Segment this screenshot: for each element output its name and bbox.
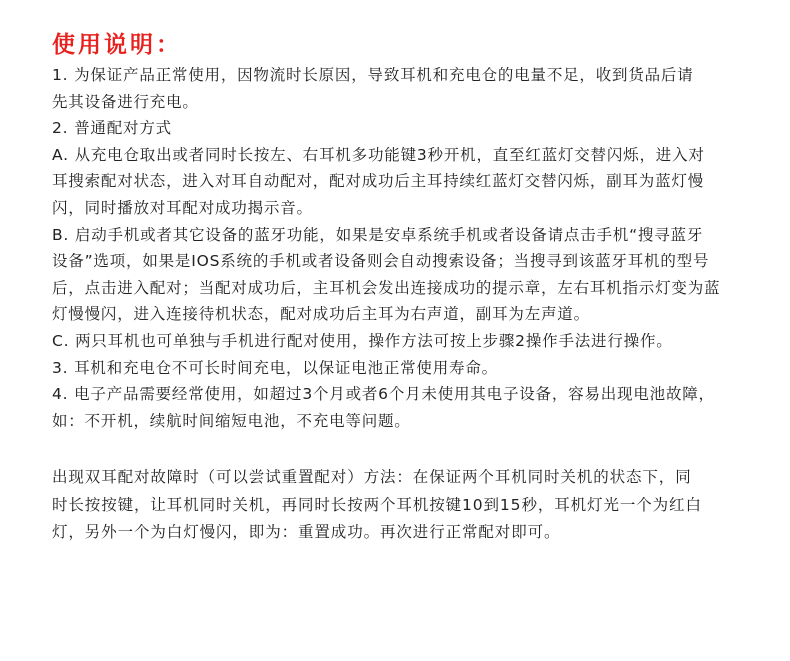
instruction-item-2 [52,115,750,142]
instruction-line: 1. 为保证产品正常使用，因物流时长原因，导致耳机和充电仓的电量不足，收到货品后请 [52,66,694,84]
troubleshooting-note [52,464,750,547]
instruction-line: 4. 电子产品需要经常使用，如超过3个月或者6个月未使用其电子设备，容易出现电池故障， [52,385,715,404]
troubleshooting-line: 出现双耳配对故障时（可以尝试重置配对）方法：在保证两个耳机同时关机的状态下，同 [52,468,692,487]
instruction-line: 2. 普通配对方式 [52,119,172,138]
instruction-line: 3. 耳机和充电仓不可长时间充电，以保证电池正常使用寿命。 [52,358,498,377]
instruction-item-c [52,328,750,355]
instruction-line: A. 从充电仓取出或者同时长按左、右耳机多功能键3秒开机，直至红蓝灯交替闪烁，进入对 [52,145,705,164]
troubleshooting-line: 灯，另外一个为白灯慢闪，即为：重置成功。再次进行正常配对即可。 [52,523,561,542]
troubleshooting-line: 时长按按键，让耳机同时关机，再同时长按两个耳机按键10到15秒，耳机灯光一个为红白 [52,495,702,514]
instruction-item-4 [52,381,750,434]
instruction-line: 灯慢慢闪，进入连接待机状态，配对成功后主耳为右声道，副耳为左声道。 [52,305,590,324]
instruction-line: 闪，同时播放对耳配对成功揭示音。 [52,198,313,217]
instruction-item-a [52,142,750,222]
instruction-item-1 [52,62,750,115]
instruction-item-b [52,222,750,328]
section-spacer [52,434,750,464]
instruction-line: C. 两只耳机也可单独与手机进行配对使用，操作方法可按上步骤2操作手法进行操作。 [52,331,673,350]
instruction-line: B. 启动手机或者其它设备的蓝牙功能，如果是安卓系统手机或者设备请点击手机“搜寻蓝牙 [52,225,704,244]
instruction-line: 如：不开机，续航时间缩短电池，不充电等问题。 [52,411,411,430]
instruction-line: 后，点击进入配对；当配对成功后，主耳机会发出连接成功的提示章，左右耳机指示灯变为蓝 [52,278,721,297]
instruction-item-3 [52,355,750,382]
instruction-line: 设备”选项，如果是IOS系统的手机或者设备则会自动搜索设备；当搜寻到该蓝牙耳机的型号 [52,252,710,271]
instruction-line: 先其设备进行充电。 [52,92,199,111]
page-title: 使用说明： [52,32,182,58]
instruction-list [52,62,750,434]
instruction-line: 耳搜索配对状态，进入对耳自动配对，配对成功后主耳持续红蓝灯交替闪烁，副耳为蓝灯慢 [52,172,705,191]
